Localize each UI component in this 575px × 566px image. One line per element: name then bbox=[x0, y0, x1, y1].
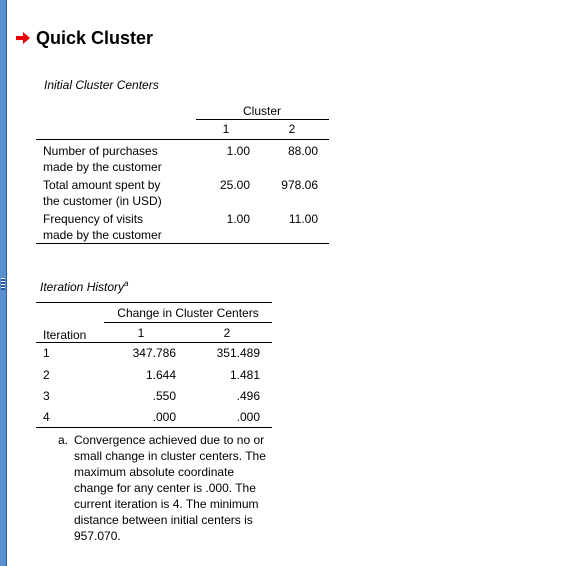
row-label: Frequency of visits bbox=[43, 212, 144, 226]
outline-splitter-bar[interactable] bbox=[0, 0, 7, 566]
table-cell: 978.06 bbox=[281, 178, 318, 192]
output-heading bbox=[14, 26, 153, 50]
cluster-col-1-header: 1 bbox=[222, 122, 230, 136]
table-cell: 1.481 bbox=[229, 368, 260, 382]
footnote-text: Convergence achieved due to no or small change in cluster centers. The maximum absolute coordinate change for any center is .000. The current iteration is 4. The minimum distance between initial centers is 957.070. bbox=[74, 433, 266, 543]
table-cell: 1.00 bbox=[226, 212, 250, 226]
divider bbox=[36, 243, 329, 244]
cluster-group-header: Cluster bbox=[242, 104, 281, 118]
table-cell: 1.644 bbox=[145, 368, 176, 382]
row-label: the customer (in USD) bbox=[43, 194, 162, 208]
divider bbox=[104, 322, 272, 323]
iteration-history-caption: Iteration History$^a$ bbox=[40, 279, 129, 294]
iteration-number: 3 bbox=[43, 389, 50, 403]
change-group-header: Change in Cluster Centers bbox=[117, 306, 259, 320]
footnote-marker: a bbox=[124, 279, 129, 288]
iteration-row-header: Iteration bbox=[43, 328, 87, 342]
divider bbox=[36, 139, 329, 140]
table-cell: 25.00 bbox=[219, 178, 250, 192]
divider bbox=[36, 342, 272, 343]
table-cell: 347.786 bbox=[132, 346, 176, 360]
table-cell: 1.00 bbox=[226, 144, 250, 158]
row-label: Total amount spent by bbox=[43, 178, 161, 192]
table-cell: .550 bbox=[152, 389, 176, 403]
table-cell: .496 bbox=[236, 389, 260, 403]
iteration-number: 1 bbox=[43, 346, 50, 360]
initial-centers-caption: Initial Cluster Centers bbox=[44, 78, 159, 92]
table-cell: .000 bbox=[152, 410, 176, 424]
red-arrow-icon bbox=[14, 31, 32, 45]
change-col-2-header: 2 bbox=[223, 326, 231, 340]
table-cell: 88.00 bbox=[287, 144, 318, 158]
page-title: Quick Cluster bbox=[36, 27, 154, 48]
footnote bbox=[58, 432, 268, 544]
table-cell: 351.489 bbox=[216, 346, 260, 360]
row-label: made by the customer bbox=[43, 228, 162, 242]
divider bbox=[36, 302, 272, 303]
iteration-number: 2 bbox=[43, 368, 50, 382]
splitter-grip-icon[interactable] bbox=[1, 278, 5, 290]
divider bbox=[36, 427, 272, 428]
cluster-col-2-header: 2 bbox=[288, 122, 296, 136]
iteration-number: 4 bbox=[43, 410, 50, 424]
divider bbox=[196, 119, 329, 120]
table-cell: .000 bbox=[236, 410, 260, 424]
change-col-1-header: 1 bbox=[137, 326, 145, 340]
footnote-label: a. bbox=[58, 433, 69, 447]
row-label: Number of purchases bbox=[43, 144, 158, 158]
table-cell: 11.00 bbox=[288, 212, 318, 226]
row-label: made by the customer bbox=[43, 160, 162, 174]
